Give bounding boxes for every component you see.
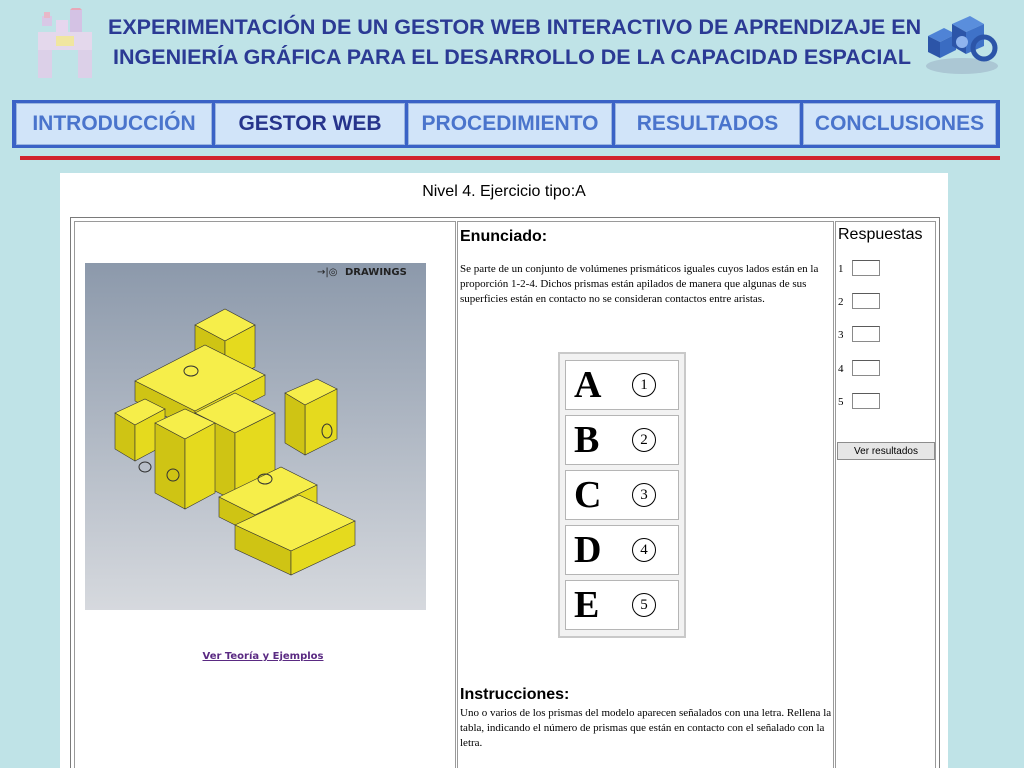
drawings-watermark: DRAWINGS [345, 267, 407, 278]
3d-cubes-logo [922, 12, 1002, 76]
answer-number: 5 [838, 396, 844, 408]
model-cell [74, 221, 456, 768]
answers-cell [835, 221, 936, 768]
answer-input-2[interactable] [852, 293, 880, 309]
exercise-table [70, 217, 940, 768]
respuestas-title: Respuestas [838, 226, 923, 243]
enunciado-heading: Enunciado: [460, 228, 548, 245]
instrucciones-heading: Instrucciones: [460, 686, 570, 703]
ver-teoria-link[interactable]: Ver Teoría y Ejemplos [202, 651, 324, 662]
letter-label: E [574, 584, 600, 626]
prism-model-image [85, 263, 426, 610]
title-line-1: EXPERIMENTACIÓN DE UN GESTOR WEB INTERACTIVO DE APRENDIZAJE EN [108, 15, 922, 39]
number-circle: 1 [632, 373, 656, 397]
letter-label: C [574, 474, 602, 516]
title-line-2: INGENIERÍA GRÁFICA PARA EL DESARROLLO DE LA CAPACIDAD ESPACIAL [113, 45, 911, 69]
tab-procedimiento[interactable]: PROCEDIMIENTO [408, 103, 612, 145]
letter-row [565, 580, 679, 630]
number-circle: 2 [632, 428, 656, 452]
main-nav [12, 100, 1000, 148]
letter-row [565, 360, 679, 410]
number-circle: 5 [632, 593, 656, 617]
letters-table [558, 352, 686, 638]
tab-introduccion[interactable]: INTRODUCCIÓN [16, 103, 212, 145]
divider-line [20, 156, 1000, 160]
svg-text:→|◎: →|◎ [317, 267, 338, 278]
answer-number: 1 [838, 263, 844, 275]
letter-label: A [574, 364, 602, 406]
letter-row [565, 470, 679, 520]
number-circle: 4 [632, 538, 656, 562]
letter-row [565, 525, 679, 575]
ver-resultados-button[interactable]: Ver resultados [837, 442, 935, 460]
answer-input-4[interactable] [852, 360, 880, 376]
exercise-title: Nivel 4. Ejercicio tipo:A [422, 183, 586, 200]
tab-resultados[interactable]: RESULTADOS [615, 103, 800, 145]
letter-label: D [574, 529, 602, 571]
page-title [108, 12, 922, 72]
castle-blocks-logo [34, 8, 96, 80]
answer-input-1[interactable] [852, 260, 880, 276]
number-circle: 3 [632, 483, 656, 507]
letter-label: B [574, 419, 600, 461]
answer-number: 3 [838, 329, 844, 341]
statement-cell [457, 221, 834, 768]
answer-input-3[interactable] [852, 326, 880, 342]
tab-conclusiones[interactable]: CONCLUSIONES [803, 103, 996, 145]
letter-row [565, 415, 679, 465]
tab-gestor-web[interactable]: GESTOR WEB [215, 103, 405, 145]
answer-number: 4 [838, 363, 844, 375]
instrucciones-text: Uno o varios de los prismas del modelo aparecen señalados con una letra. Rellena la tabla, indicando el número de prismas que están en contacto con el señalado con la letra. [460, 707, 832, 749]
enunciado-text: Se parte de un conjunto de volúmenes prismáticos iguales cuyos lados están en la proporción 1-2-4. Dichos prismas están apilados de manera que algunas de sus superficies están en contacto no se consideran contactos entre aristas. [460, 263, 819, 305]
exercise-page [60, 173, 948, 768]
answer-input-5[interactable] [852, 393, 880, 409]
answer-number: 2 [838, 296, 844, 308]
